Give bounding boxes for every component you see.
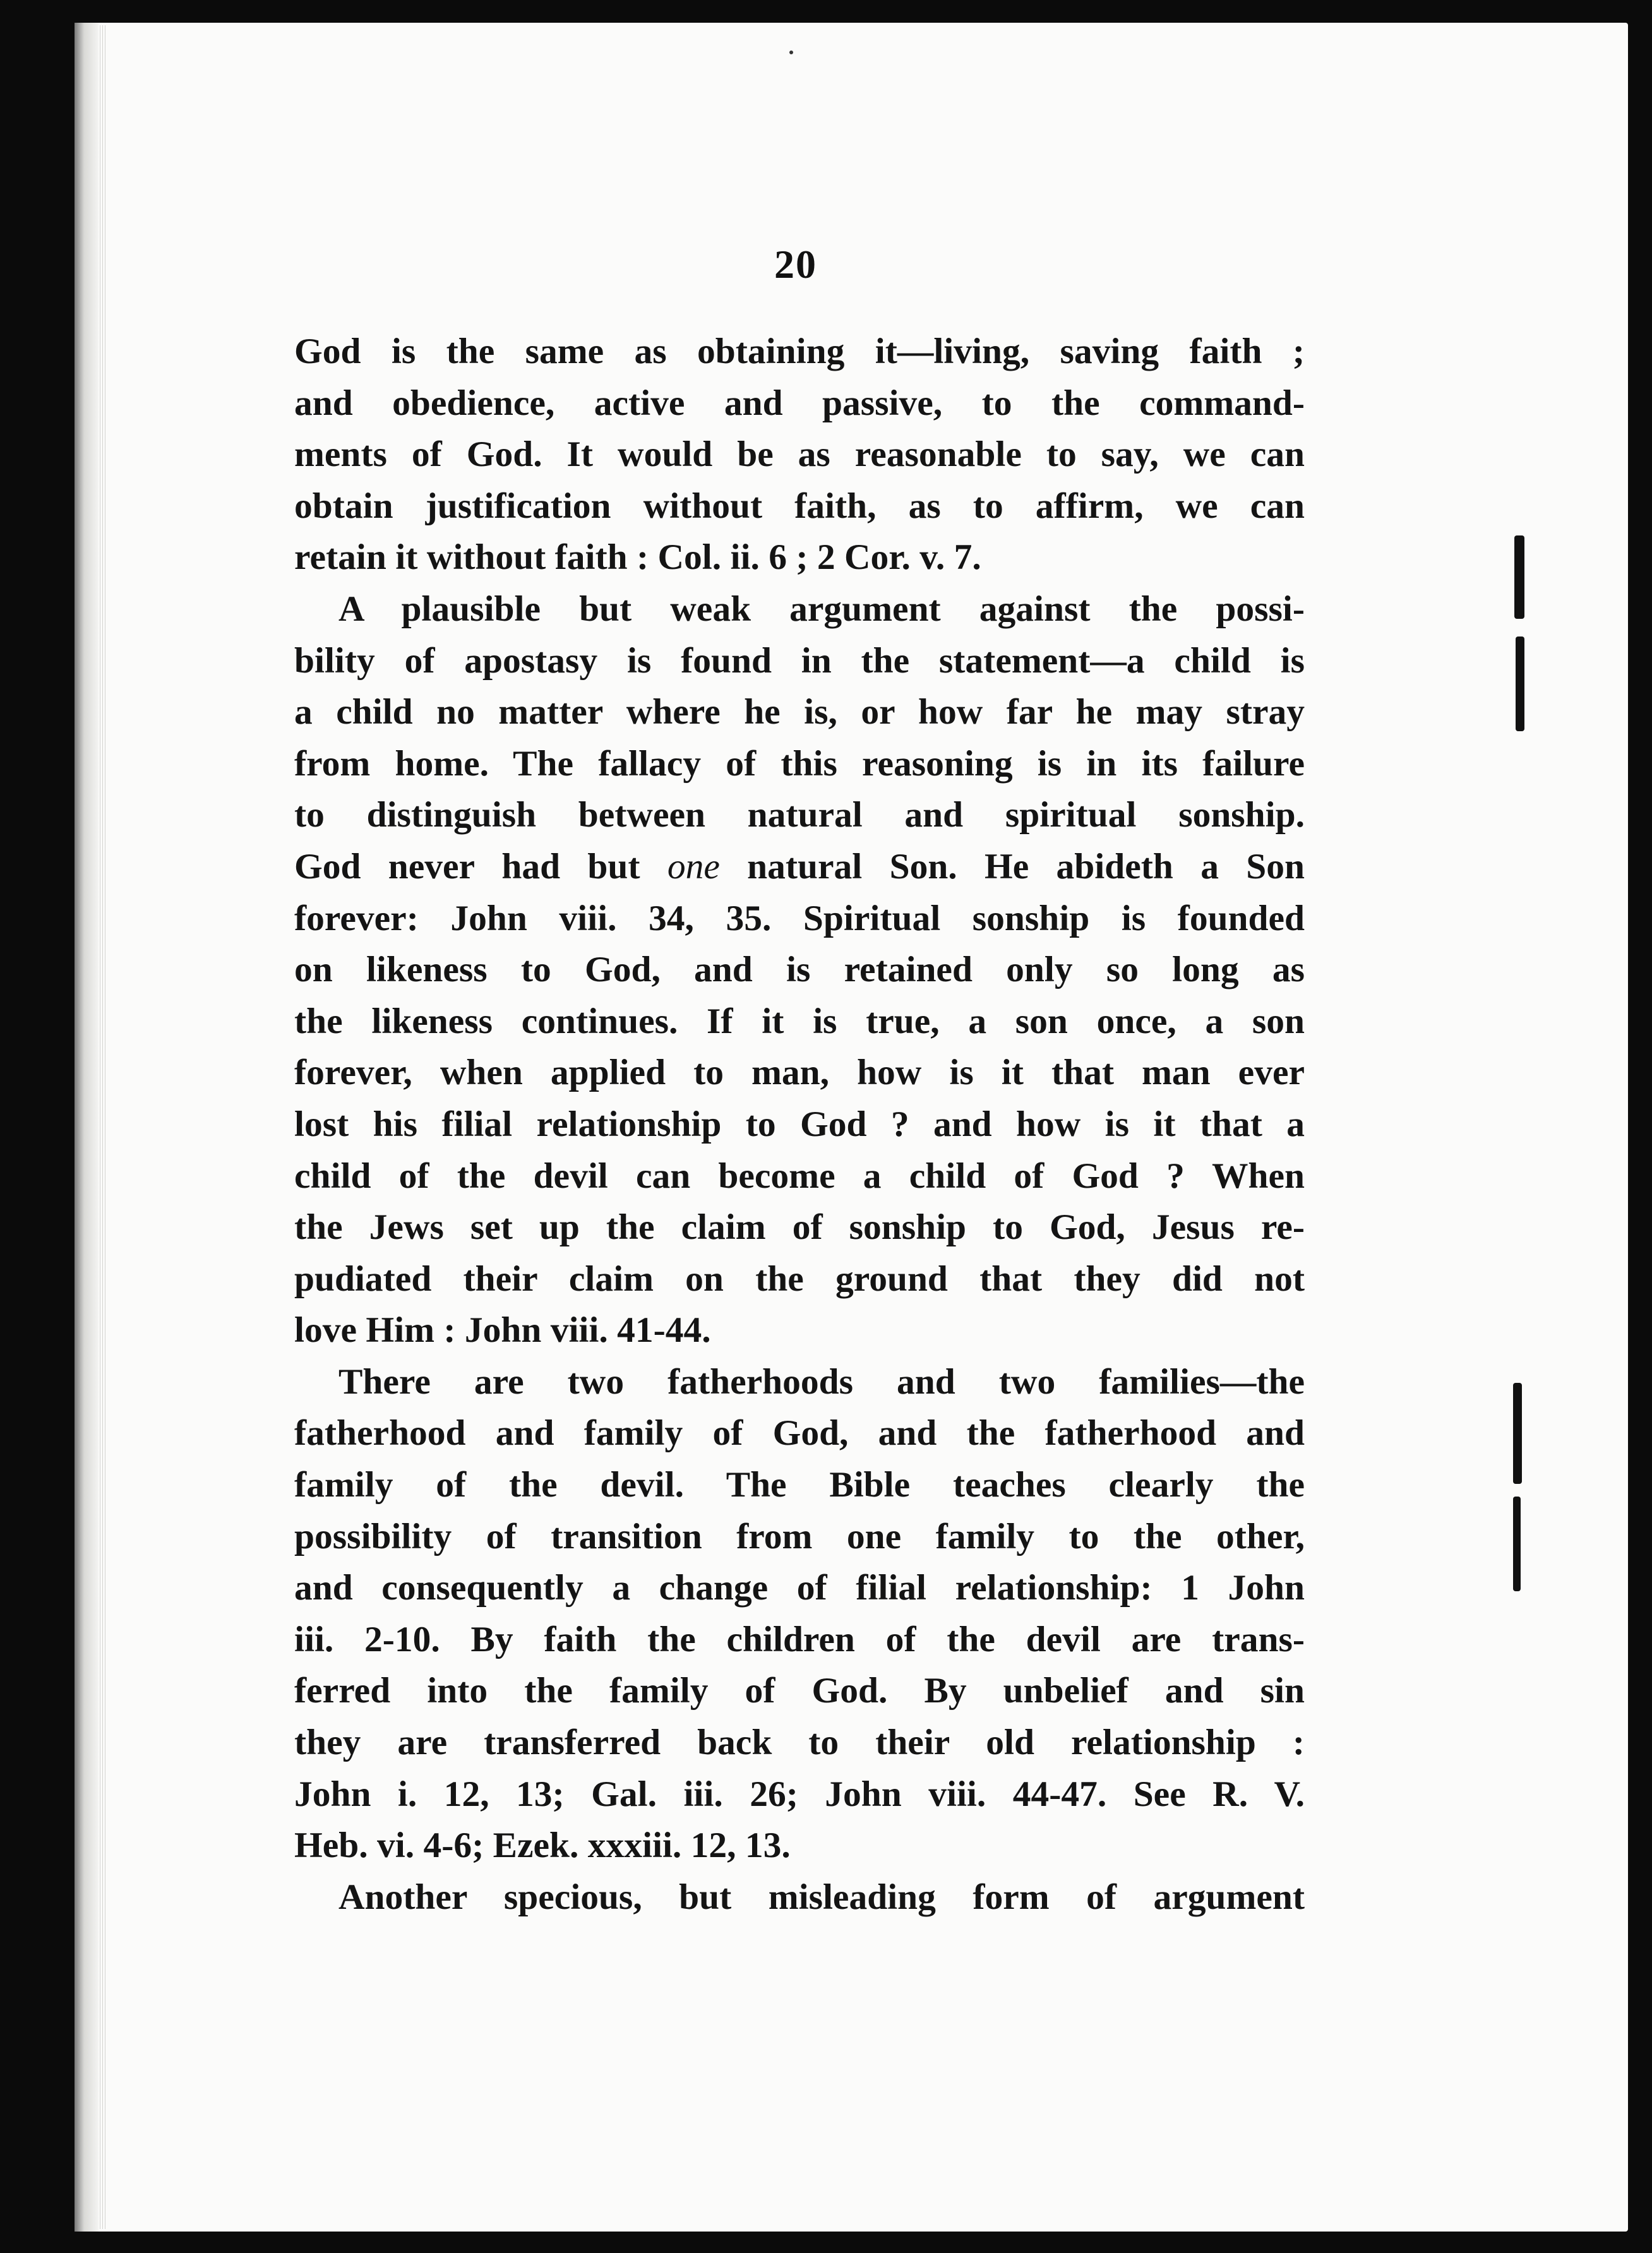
paragraph-1	[294, 326, 1305, 583]
text-line: God never had but one natural Son. He abideth a Son	[294, 846, 1305, 887]
text-line: retain it without faith : Col. ii. 6 ; 2 Cor. v. 7.	[294, 537, 981, 578]
text-line: and obedience, active and passive, to the command-	[294, 383, 1305, 423]
text-line: There are two fatherhoods and two families—the	[338, 1361, 1305, 1402]
speck	[789, 51, 793, 54]
paragraph-3	[294, 1356, 1305, 1872]
text-line: love Him : John viii. 41-44.	[294, 1310, 711, 1351]
page-number: 20	[774, 242, 817, 287]
text-line: to distinguish between natural and spiritual sonship.	[294, 795, 1305, 835]
text-line: they are transferred back to their old relationship :	[294, 1723, 1305, 1763]
text-line: ments of God. It would be as reasonable to say, we can	[294, 434, 1305, 475]
page-stack-edges	[100, 25, 107, 2229]
text-line: John i. 12, 13; Gal. iii. 26; John viii. 44-47. See R. V.	[294, 1774, 1305, 1814]
text-line: pudiated their claim on the ground that they did not	[294, 1258, 1305, 1299]
page-gutter-shadow	[75, 23, 99, 2232]
margin-mark	[1513, 1383, 1522, 1484]
text-line: obtain justification without faith, as to affirm, we can	[294, 486, 1305, 526]
text-line: lost his filial relationship to God ? and how is it that a	[294, 1104, 1305, 1144]
text-line: a child no matter where he is, or how far he may stray	[294, 692, 1305, 732]
text-line: God is the same as obtaining it—living, saving faith ;	[294, 332, 1305, 371]
text-line: the likeness continues. If it is true, a son once, a son	[294, 1001, 1305, 1041]
body-text	[294, 326, 1305, 1923]
text-line: from home. The fallacy of this reasoning is in its failure	[294, 743, 1305, 784]
text-line: the Jews set up the claim of sonship to God, Jesus re-	[294, 1207, 1305, 1248]
text-line: and consequently a change of filial relationship: 1 John	[294, 1568, 1305, 1608]
paragraph-4	[294, 1872, 1305, 1923]
text-line: on likeness to God, and is retained only so long as	[294, 950, 1305, 990]
text-line: fatherhood and family of God, and the fatherhood and	[294, 1413, 1305, 1454]
text-line: A plausible but weak argument against the possi-	[338, 589, 1305, 629]
text-line: iii. 2-10. By faith the children of the devil are trans-	[294, 1619, 1305, 1659]
margin-mark	[1513, 1497, 1521, 1591]
text-line: Another specious, but misleading form of argument	[338, 1877, 1305, 1917]
text-line: possibility of transition from one family to the other,	[294, 1516, 1305, 1557]
text-line: child of the devil can become a child of God ? When	[294, 1156, 1305, 1196]
margin-mark	[1514, 535, 1524, 619]
text-line: bility of apostasy is found in the statement—a child is	[294, 640, 1305, 681]
text-line: Heb. vi. 4-6; Ezek. xxxiii. 12, 13.	[294, 1826, 791, 1866]
text-line: forever, when applied to man, how is it that man ever	[294, 1053, 1305, 1093]
text-line: forever: John viii. 34, 35. Spiritual sonship is founded	[294, 898, 1305, 938]
margin-mark	[1516, 636, 1524, 731]
paragraph-2	[294, 583, 1305, 1356]
text-line: family of the devil. The Bible teaches clearly the	[294, 1465, 1305, 1505]
text-line: ferred into the family of God. By unbelief and sin	[294, 1671, 1305, 1711]
